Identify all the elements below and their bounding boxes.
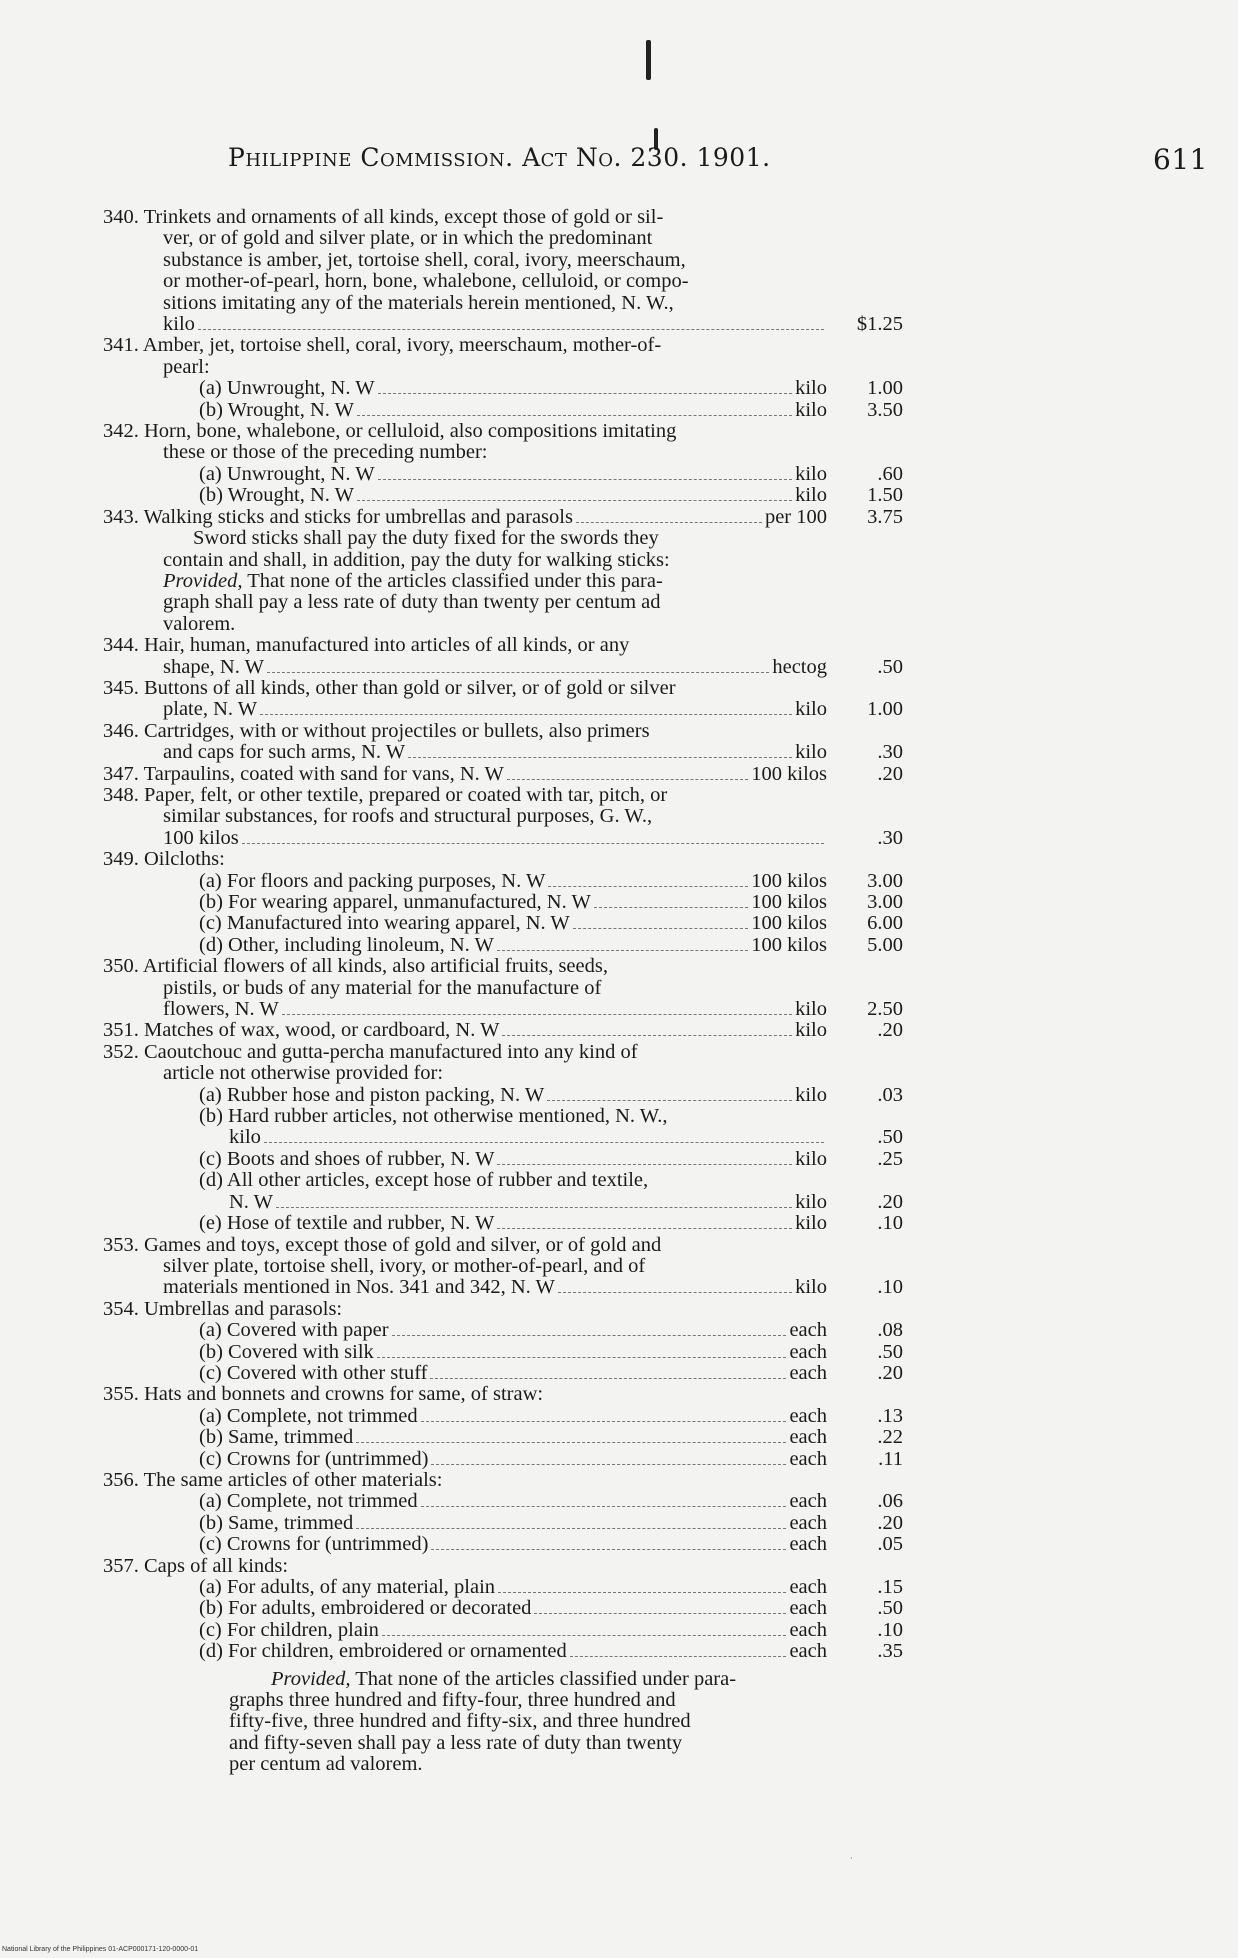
unit-label: kilo (795, 1147, 827, 1170)
rate-line (103, 1276, 903, 1299)
text-line: article not otherwise provided for: (163, 1062, 444, 1085)
unit-label: each (789, 1597, 827, 1620)
leader-dots (356, 1441, 786, 1443)
rate-line (103, 912, 903, 935)
item-label: (b) Same, trimmed (199, 1426, 354, 1449)
rate-line (103, 655, 903, 678)
leader-dots (548, 885, 748, 887)
item-label: (b) For wearing apparel, unmanufactured, N. W (199, 891, 591, 913)
unit-label: each (789, 1640, 827, 1663)
duty-rate: 3.00 (867, 869, 903, 892)
text-line: similar substances, for roofs and structural purposes, G. W., (163, 805, 653, 828)
text-line: 340. Trinkets and ornaments of all kinds, except those of gold or sil- (103, 206, 664, 228)
unit-label: kilo (795, 462, 827, 485)
duty-rate: $1.25 (856, 313, 903, 336)
unit-label: kilo (795, 484, 827, 507)
text-line: sitions imitating any of the materials herein mentioned, N. W., (163, 291, 674, 314)
section-354: 354. Umbrellas and parasols: (103, 1297, 343, 1320)
running-header (228, 143, 1208, 183)
duty-rate: .20 (877, 1511, 903, 1534)
unit-label: each (789, 1533, 827, 1556)
item-label: (c) Crowns for (untrimmed) (199, 1533, 429, 1556)
unit-label: kilo (795, 1212, 827, 1235)
unit-label: kilo (229, 1126, 261, 1149)
tariff-schedule (103, 207, 903, 1776)
duty-rate: 2.50 (867, 998, 903, 1021)
leader-dots (558, 1291, 792, 1293)
rate-line (103, 933, 903, 956)
rate-line (103, 1361, 903, 1384)
item-label: plate, N. W (163, 698, 258, 721)
duty-rate: .30 (877, 741, 903, 764)
item-label: (c) Boots and shoes of rubber, N. W (199, 1147, 495, 1170)
text-line: substance is amber, jet, tortoise shell, coral, ivory, meerschaum, (163, 248, 686, 271)
rate-line (103, 1618, 903, 1641)
section-340 (103, 207, 903, 228)
unit-label: per 100 (764, 505, 827, 528)
duty-rate: .20 (877, 762, 903, 785)
unit-label: kilo (795, 998, 827, 1021)
text-line: per centum ad valorem. (229, 1753, 423, 1776)
rate-line (103, 377, 903, 400)
rate-line (103, 1083, 903, 1106)
leader-dots (198, 328, 824, 330)
item-label: (b) Wrought, N. W (199, 398, 354, 421)
rate-line (103, 462, 903, 485)
duty-rate: .13 (877, 1404, 903, 1427)
item-label: (b) For adults, embroidered or decorated (199, 1597, 532, 1620)
rate-line (103, 826, 903, 849)
leader-dots (264, 1141, 824, 1143)
unit-label: each (789, 1340, 827, 1363)
unit-label: each (789, 1426, 827, 1449)
duty-rate: .30 (877, 826, 903, 849)
item-label: 347. Tarpaulins, coated with sand for vans, N. W (103, 762, 504, 785)
unit-label: kilo (795, 1190, 827, 1213)
item-label: (a) Unwrought, N. W (199, 462, 375, 485)
item-label: 343. Walking sticks and sticks for umbrellas and parasols (103, 505, 573, 528)
leader-dots (430, 1377, 786, 1379)
proviso-keyword: Provided, (163, 569, 243, 592)
unit-label: 100 kilos (163, 826, 239, 849)
rate-line (103, 1576, 903, 1598)
unit-label: kilo (795, 1276, 827, 1299)
rate-line (103, 1490, 903, 1513)
item-label: materials mentioned in Nos. 341 and 342, N. W (163, 1276, 555, 1299)
leader-dots (408, 756, 792, 758)
unit-label: 100 kilos (751, 933, 827, 956)
duty-rate: 3.00 (867, 891, 903, 913)
duty-rate: .50 (877, 655, 903, 678)
item-label: (d) Other, including linoleum, N. W (199, 933, 494, 956)
duty-rate: .10 (877, 1212, 903, 1235)
unit-label: 100 kilos (751, 912, 827, 935)
item-label: (a) For adults, of any material, plain (199, 1576, 496, 1598)
item-label: shape, N. W (163, 655, 264, 678)
item-label: (c) Crowns for (untrimmed) (199, 1447, 429, 1470)
section-352: 352. Caoutchouc and gutta-percha manufactured into any kind of (103, 1040, 638, 1063)
duty-rate: .50 (877, 1126, 903, 1149)
rate-line (103, 869, 903, 892)
duty-rate: .15 (877, 1576, 903, 1598)
section-342: 342. Horn, bone, whalebone, or celluloid, also compositions imitating (103, 420, 677, 443)
duty-rate: .20 (877, 1019, 903, 1042)
rate-line (103, 1190, 903, 1213)
text-line: these or those of the preceding number: (163, 441, 488, 464)
unit-label: 100 kilos (751, 891, 827, 913)
text-line: pistils, or buds of any material for the manufacture of (163, 976, 602, 999)
rate-line (103, 1212, 903, 1235)
item-label: and caps for such arms, N. W (163, 741, 406, 764)
text-line: Sword sticks shall pay the duty fixed for the swords they (193, 527, 659, 550)
rate-line (103, 1426, 903, 1449)
rate-line (103, 1447, 903, 1470)
duty-rate: .05 (877, 1533, 903, 1556)
leader-dots (431, 1463, 786, 1465)
item-label: (a) For floors and packing purposes, N. W (199, 869, 546, 892)
rate-line (103, 1533, 903, 1556)
text-line: pearl: (163, 355, 210, 378)
leader-dots (242, 842, 824, 844)
proviso-line (103, 571, 827, 592)
section-349: 349. Oilcloths: (103, 848, 225, 871)
section-357: 357. Caps of all kinds: (103, 1554, 289, 1577)
rate-line (103, 313, 903, 336)
unit-label: each (789, 1361, 827, 1384)
rate-line (103, 741, 903, 764)
item-label: (a) Covered with paper (199, 1319, 389, 1342)
item-label: (e) Hose of textile and rubber, N. W (199, 1212, 495, 1235)
leader-dots (378, 478, 793, 480)
duty-rate: .03 (877, 1083, 903, 1106)
rate-line (103, 1126, 903, 1149)
item-label: flowers, N. W (163, 998, 279, 1021)
duty-rate: 3.75 (867, 505, 903, 528)
duty-rate: .08 (877, 1319, 903, 1342)
rate-line (103, 891, 903, 913)
leader-dots (573, 927, 749, 929)
leader-dots (497, 949, 748, 951)
scan-mark-top (646, 40, 651, 80)
duty-rate: .60 (877, 462, 903, 485)
item-label: (a) Unwrought, N. W (199, 377, 375, 400)
leader-dots (498, 1591, 786, 1593)
item-label: (b) Covered with silk (199, 1340, 374, 1363)
page-number: 611 (1153, 143, 1208, 176)
item-label: (d) For children, embroidered or ornamented (199, 1640, 567, 1663)
rate-line (103, 1511, 903, 1534)
section-348: 348. Paper, felt, or other textile, prepared or coated with tar, pitch, or (103, 783, 668, 806)
leader-dots (594, 906, 748, 908)
leader-dots (392, 1334, 787, 1336)
unit-label: each (789, 1319, 827, 1342)
unit-label: hectog (772, 655, 827, 678)
proviso-keyword: Provided, (271, 1667, 351, 1690)
text-line: (d) All other articles, except hose of rubber and textile, (199, 1169, 649, 1192)
section-353: 353. Games and toys, except those of gold and silver, or of gold and (103, 1233, 662, 1256)
leader-dots (576, 521, 762, 523)
section-341: 341. Amber, jet, tortoise shell, coral, ivory, meerschaum, mother-of- (103, 334, 662, 357)
leader-dots (502, 1034, 792, 1036)
item-label: (a) Complete, not trimmed (199, 1404, 418, 1427)
duty-rate: 1.00 (867, 698, 903, 721)
duty-rate: 1.50 (867, 484, 903, 507)
item-label: (b) Wrought, N. W (199, 484, 354, 507)
text-line: contain and shall, in addition, pay the duty for walking sticks: (163, 548, 670, 571)
leader-dots (497, 1163, 792, 1165)
duty-rate: .50 (877, 1340, 903, 1363)
rate-line (103, 1597, 903, 1620)
duty-rate: 5.00 (867, 933, 903, 956)
unit-label: each (789, 1447, 827, 1470)
leader-dots (378, 392, 793, 394)
text-line: That none of the articles classified under para- (350, 1667, 737, 1690)
duty-rate: 6.00 (867, 912, 903, 935)
unit-label: kilo (795, 698, 827, 721)
rate-line (103, 1404, 903, 1427)
unit-label: kilo (795, 398, 827, 421)
duty-rate: .20 (877, 1361, 903, 1384)
leader-dots (507, 778, 748, 780)
duty-rate: .50 (877, 1597, 903, 1620)
section-344: 344. Hair, human, manufactured into articles of all kinds, or any (103, 634, 630, 657)
duty-rate: .06 (877, 1490, 903, 1513)
duty-rate: .22 (877, 1426, 903, 1449)
unit-label: kilo (163, 313, 195, 336)
proviso-line (103, 1669, 827, 1690)
text-line: ver, or of gold and silver plate, or in which the predominant (163, 227, 653, 250)
item-label: (a) Rubber hose and piston packing, N. W (199, 1083, 545, 1106)
text-line: (b) Hard rubber articles, not otherwise mentioned, N. W., (199, 1105, 668, 1128)
leader-dots (534, 1612, 786, 1614)
leader-dots (547, 1099, 792, 1101)
text-line: or mother-of-pearl, horn, bone, whalebone, celluloid, or compo- (163, 270, 689, 293)
leader-dots (260, 713, 792, 715)
leader-dots (421, 1420, 787, 1422)
rate-line (103, 1340, 903, 1363)
duty-rate: .20 (877, 1190, 903, 1213)
unit-label: each (789, 1404, 827, 1427)
section-347 (103, 762, 903, 785)
unit-label: kilo (795, 741, 827, 764)
text-line: and fifty-seven shall pay a less rate of duty than twenty (229, 1731, 683, 1754)
text-line: graph shall pay a less rate of duty than twenty per centum ad (163, 591, 661, 614)
section-343 (103, 505, 903, 528)
section-350: 350. Artificial flowers of all kinds, also artificial fruits, seeds, (103, 955, 608, 978)
text-line: silver plate, tortoise shell, ivory, or mother-of-pearl, and of (163, 1254, 646, 1277)
item-label: (c) Manufactured into wearing apparel, N. W (199, 912, 570, 935)
unit-label: each (789, 1511, 827, 1534)
unit-label: kilo (795, 1083, 827, 1106)
section-346: 346. Cartridges, with or without projectiles or bullets, also primers (103, 719, 650, 742)
leader-dots (497, 1227, 792, 1229)
duty-rate: .10 (877, 1276, 903, 1299)
unit-label: kilo (795, 1019, 827, 1042)
leader-dots (357, 414, 792, 416)
unit-label: each (789, 1618, 827, 1641)
section-351 (103, 1019, 903, 1042)
leader-dots (267, 671, 769, 673)
archive-footer: National Library of the Philippines 01-ACP000171-120-0000-01 (2, 1946, 199, 1953)
header-title: Philippine Commission. Act No. 230. 1901. (228, 143, 771, 172)
unit-label: 100 kilos (751, 869, 827, 892)
leader-dots (421, 1505, 787, 1507)
text-line: valorem. (163, 612, 236, 635)
duty-rate: .35 (877, 1640, 903, 1663)
leader-dots (570, 1655, 787, 1657)
rate-line (103, 698, 903, 721)
text-line: That none of the articles classified under this para- (242, 569, 663, 592)
item-label: (c) For children, plain (199, 1618, 379, 1641)
text-line: fifty-five, three hundred and fifty-six, and three hundred (229, 1710, 691, 1733)
leader-dots (357, 499, 792, 501)
unit-label: kilo (795, 377, 827, 400)
section-356: 356. The same articles of other materials: (103, 1468, 443, 1491)
rate-line (103, 1640, 903, 1663)
unit-label: each (789, 1576, 827, 1598)
leader-dots (356, 1527, 786, 1529)
unit-label: 100 kilos (751, 762, 827, 785)
item-label: N. W (229, 1190, 274, 1213)
item-label: (a) Complete, not trimmed (199, 1490, 418, 1513)
duty-rate: .25 (877, 1147, 903, 1170)
unit-label: each (789, 1490, 827, 1513)
item-label: 351. Matches of wax, wood, or cardboard, N. W (103, 1019, 500, 1042)
scan-speck: · (850, 1854, 853, 1864)
rate-line (103, 398, 903, 421)
rate-line (103, 1319, 903, 1342)
rate-line (103, 998, 903, 1021)
section-355: 355. Hats and bonnets and crowns for same, of straw: (103, 1383, 544, 1406)
section-345: 345. Buttons of all kinds, other than gold or silver, or of gold or silver (103, 676, 676, 699)
leader-dots (276, 1206, 792, 1208)
duty-rate: .10 (877, 1618, 903, 1641)
text-line: graphs three hundred and fifty-four, three hundred and (229, 1689, 676, 1712)
duty-rate: 1.00 (867, 377, 903, 400)
item-label: (b) Same, trimmed (199, 1511, 354, 1534)
leader-dots (377, 1356, 787, 1358)
item-label: (c) Covered with other stuff (199, 1361, 428, 1384)
duty-rate: .11 (878, 1447, 903, 1470)
leader-dots (382, 1634, 787, 1636)
leader-dots (431, 1548, 786, 1550)
duty-rate: 3.50 (867, 398, 903, 421)
leader-dots (282, 1013, 792, 1015)
rate-line (103, 484, 903, 507)
rate-line (103, 1147, 903, 1170)
